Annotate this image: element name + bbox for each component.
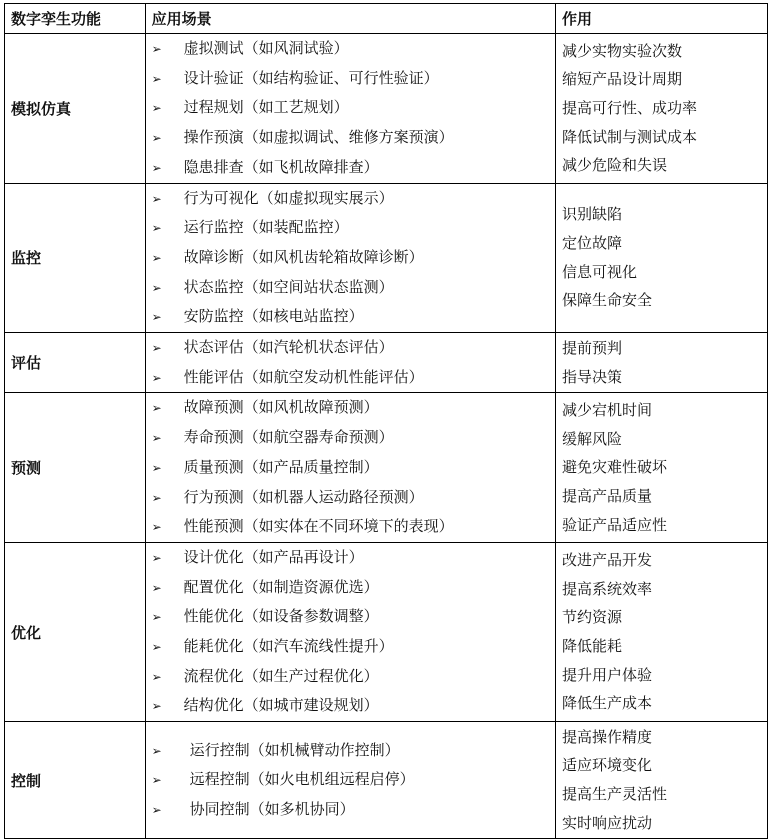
list-item: 减少宕机时间 [562,400,653,419]
list-item: 定位故障 [562,234,623,253]
scenario-list [152,543,549,721]
scenario-text: 性能优化（如设备参数调整） [183,607,379,626]
effect-list [562,723,761,838]
arrow-bullet-icon: ➢ [151,669,162,684]
list-item [152,765,549,795]
list-item: 缓解风险 [562,429,623,448]
arrow-bullet-icon: ➢ [151,42,162,56]
list-item [152,363,549,393]
list-item: 节约资源 [562,608,623,627]
arrow-bullet-icon: ➢ [151,160,162,175]
list-item: 降低能耗 [562,637,623,656]
scenario-text: 设计验证（如结构验证、可行性验证） [183,68,439,87]
list-item: 降低试制与测试成本 [562,127,698,146]
scenario-text: 运行控制（如机械臂动作控制） [189,740,400,759]
list-item: 提升用户体验 [562,665,653,684]
list-item: 提前预判 [562,339,623,358]
scenario-list [152,736,549,825]
list-item [152,795,549,825]
scenario-text: 故障预测（如风机故障预测） [183,398,379,417]
scenario-text: 协同控制（如多机协同） [189,800,355,819]
table-row [5,34,768,184]
table-row [5,183,768,333]
arrow-bullet-icon: ➢ [151,520,162,535]
table-body [5,34,768,839]
effect-cell [556,393,768,543]
arrow-bullet-icon: ➢ [151,580,162,595]
scenario-text: 结构优化（如城市建设规划） [183,696,379,715]
scenario-text: 性能预测（如实体在不同环境下的表现） [183,517,454,536]
effect-list [562,334,761,391]
arrow-bullet-icon: ➢ [151,401,162,416]
arrow-bullet-icon: ➢ [151,131,162,146]
effect-cell [556,333,768,393]
table-row [5,393,768,543]
scenario-list [152,333,549,392]
function-cell: 控制 [5,722,146,839]
scenario-text: 寿命预测（如航空器寿命预测） [183,428,394,447]
scenario-cell [145,183,555,333]
scenario-cell [145,333,555,393]
function-cell: 模拟仿真 [5,34,146,184]
list-item [152,632,549,662]
list-item [152,213,549,243]
scenario-text: 过程规划（如工艺规划） [183,98,349,117]
list-item: 实时响应扰动 [562,813,653,832]
scenario-list [152,184,549,333]
list-item [152,423,549,453]
digital-twin-function-table [4,3,768,839]
list-item [152,123,549,153]
table-row [5,722,768,839]
list-item [152,453,549,483]
scenario-text: 状态监控（如空间站状态监测） [183,277,394,296]
scenario-list [152,393,549,542]
table-row [5,333,768,393]
function-cell: 评估 [5,333,146,393]
list-item: 避免灾难性破坏 [562,458,668,477]
arrow-bullet-icon: ➢ [151,310,162,325]
effect-list [562,37,761,181]
arrow-bullet-icon: ➢ [151,101,162,116]
scenario-text: 虚拟测试（如风洞试验） [183,39,349,57]
table-row [5,542,768,721]
effect-list [562,200,761,315]
list-item [152,483,549,513]
scenario-text: 能耗优化（如汽车流线性提升） [183,637,394,656]
list-item [152,543,549,573]
scenario-text: 远程控制（如火电机组远程启停） [189,770,415,789]
list-item: 验证产品适应性 [562,515,668,534]
effect-list [562,396,761,540]
scenario-cell [145,542,555,721]
table-header-row [5,4,768,34]
effect-cell [556,722,768,839]
scenario-text: 操作预演（如虚拟调试、维修方案预演） [183,128,454,147]
list-item [152,602,549,632]
effect-list [562,546,761,718]
scenario-text: 质量预测（如产品质量控制） [183,457,379,476]
list-item: 减少危险和失误 [562,156,668,175]
scenario-list [152,34,549,183]
scenario-text: 安防监控（如核电站监控） [183,307,364,326]
header-scenario: 应用场景 [145,4,555,34]
arrow-bullet-icon: ➢ [151,221,162,236]
arrow-bullet-icon: ➢ [151,71,162,86]
list-item [152,64,549,94]
list-item: 缩短产品设计周期 [562,70,683,89]
effect-cell [556,183,768,333]
scenario-cell [145,722,555,839]
list-item: 提高操作精度 [562,727,653,746]
list-item [152,662,549,692]
list-item [152,736,549,766]
arrow-bullet-icon: ➢ [151,431,162,446]
function-cell: 监控 [5,183,146,333]
scenario-text: 设计优化（如产品再设计） [183,547,364,566]
arrow-bullet-icon: ➢ [151,640,162,655]
list-item [152,573,549,603]
effect-cell [556,34,768,184]
scenario-text: 配置优化（如制造资源优选） [183,577,379,596]
list-item [152,333,549,363]
arrow-bullet-icon: ➢ [151,250,162,265]
scenario-text: 故障诊断（如风机齿轮箱故障诊断） [183,247,424,266]
function-cell: 预测 [5,393,146,543]
arrow-bullet-icon: ➢ [151,550,162,565]
list-item [152,273,549,303]
list-item [152,302,549,332]
list-item [152,243,549,273]
list-item: 识别缺陷 [562,205,623,224]
arrow-bullet-icon: ➢ [151,803,162,818]
scenario-text: 行为可视化（如虚拟现实展示） [183,188,394,207]
arrow-bullet-icon: ➢ [151,460,162,475]
scenario-text: 流程优化（如生产过程优化） [183,666,379,685]
list-item: 指导决策 [562,367,623,386]
arrow-bullet-icon: ➢ [151,773,162,788]
arrow-bullet-icon: ➢ [151,743,162,758]
header-effect: 作用 [556,4,768,34]
list-item: 提高生产灵活性 [562,785,668,804]
list-item: 提高系统效率 [562,579,653,598]
scenario-text: 行为预测（如机器人运动路径预测） [183,487,424,506]
list-item [152,93,549,123]
list-item: 保障生命安全 [562,291,653,310]
list-item [152,153,549,183]
list-item: 减少实物实验次数 [562,41,683,60]
scenario-cell [145,393,555,543]
list-item [152,512,549,542]
arrow-bullet-icon: ➢ [151,280,162,295]
header-function: 数字孪生功能 [5,4,146,34]
scenario-text: 隐患排查（如飞机故障排查） [183,157,379,176]
scenario-text: 运行监控（如装配监控） [183,218,349,237]
list-item: 提高可行性、成功率 [562,98,698,117]
list-item: 信息可视化 [562,262,638,281]
list-item [152,34,549,64]
list-item [152,393,549,423]
list-item [152,691,549,721]
scenario-cell [145,34,555,184]
arrow-bullet-icon: ➢ [151,341,162,356]
arrow-bullet-icon: ➢ [151,610,162,625]
list-item: 改进产品开发 [562,550,653,569]
scenario-text: 状态评估（如汽轮机状态评估） [183,338,394,357]
scenario-text: 性能评估（如航空发动机性能评估） [183,367,424,386]
arrow-bullet-icon: ➢ [151,699,162,714]
arrow-bullet-icon: ➢ [151,490,162,505]
arrow-bullet-icon: ➢ [151,370,162,385]
list-item: 适应环境变化 [562,756,653,775]
list-item: 降低生产成本 [562,694,653,713]
list-item [152,184,549,214]
list-item: 提高产品质量 [562,487,653,506]
effect-cell [556,542,768,721]
function-cell: 优化 [5,542,146,721]
arrow-bullet-icon: ➢ [151,191,162,206]
